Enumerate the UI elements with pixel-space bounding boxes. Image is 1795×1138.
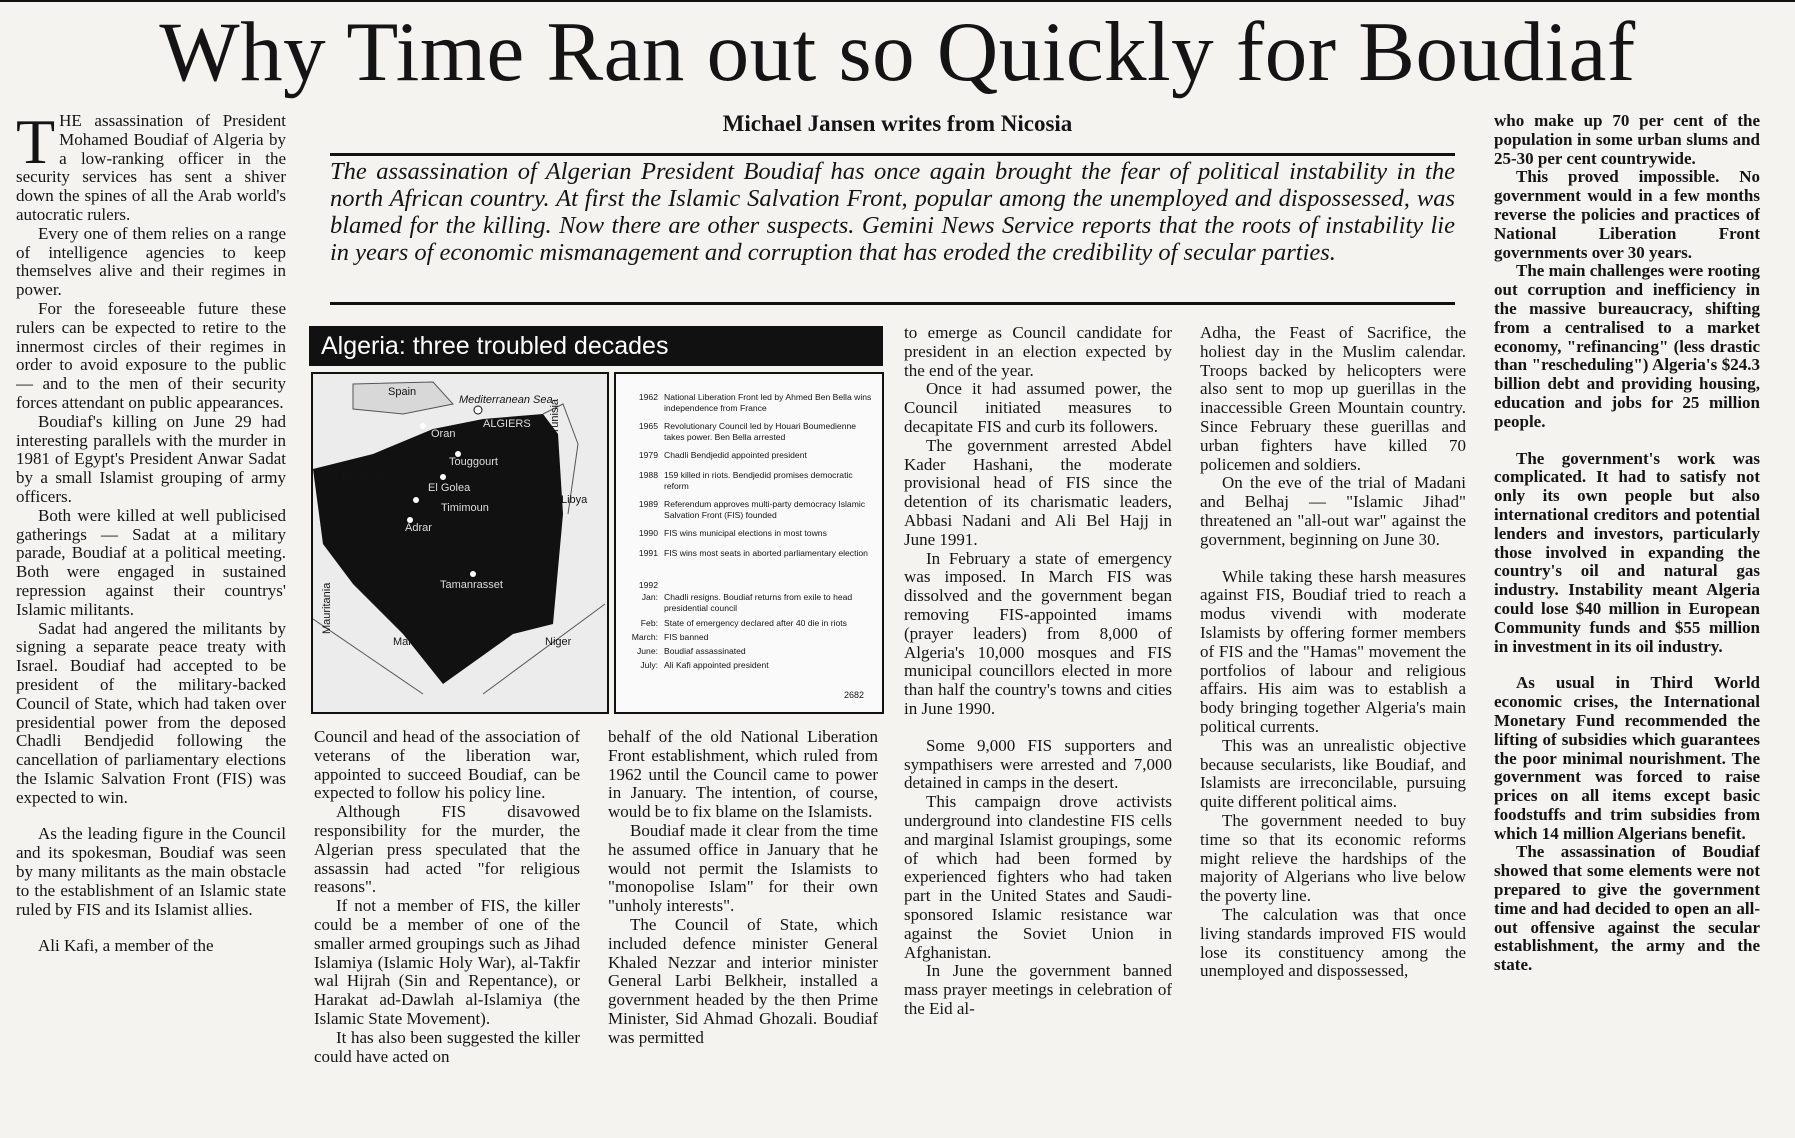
paragraph: who make up 70 per cent of the population in some urban slums and 25-30 per cent countrywide.: [1494, 112, 1760, 168]
label-tamanrasset: Tamanrasset: [440, 579, 503, 591]
label-mauritania: Mauritania: [321, 582, 333, 634]
paragraph: The main challenges were rooting out corruption and inefficiency in the massive bureaucracy, shifting from a centralised to a market economy, "refinancing" (less drastic than "rescheduling") Algeria's $24.3 billion debt and providing housing, education and jobs for 25 million people.: [1494, 261, 1760, 431]
paragraph: This campaign drove activists underground into clandestine FIS cells and marginal Islamist groupings, some of which had been formed by experienced fighters who had taken part in the United States and Saudi-sponsored Islamic resistance war against the Soviet Union in Afghanistan.: [904, 792, 1172, 962]
paragraph: behalf of the old National Liberation Front establishment, which ruled from 1962 until the Council came to power in January. The intention, of course, would be to fix blame on the Islamists.: [608, 728, 878, 822]
paragraph: Council and head of the association of veterans of the liberation war, appointed to succeed Boudiaf, can be expected to follow his policy line.: [314, 728, 580, 803]
paragraph: The government arrested Abdel Kader Hashani, the moderate provisional head of FIS since the detention of its charismatic leaders, Abbasi Nadani and Ali Bel Hajj in June 1991.: [904, 435, 1172, 549]
algeria-map: [311, 372, 609, 714]
paragraph: Ali Kafi, a member of the: [38, 936, 214, 956]
standfirst-bottom-rule: [330, 302, 1455, 305]
paragraph: While taking these harsh measures against FIS, Boudiaf tried to reach a modus vivendi with moderate Islamists by offering former members of FIS and the "Hamas" movement the portfolios of labour and religious affairs. His aim was to establish a body bringing together Algeria's main political currents.: [1200, 566, 1466, 736]
paragraph: Although FIS disavowed responsibility for the murder, the Algerian press speculated that the assassin had acted "for religious reasons".: [314, 802, 580, 897]
top-rule: [0, 0, 1795, 2]
paragraph: to emerge as Council candidate for president in an election expected by the end of the year.: [904, 324, 1172, 380]
byline: Michael Jansen writes from Nicosia: [722, 111, 1073, 136]
column-4: [904, 324, 1172, 1136]
column-1: [16, 112, 286, 1136]
label-spain: Spain: [388, 386, 417, 398]
paragraph: As usual in Third World economic crises, the International Monetary Fund recommended the lifting of subsidies which guarantees the poor minimal nourishment. The government was forced to raise prices on all items except basic foodstuffs and trim subsidies from which 14 million Algerians benefit.: [1494, 673, 1760, 843]
standfirst-top-rule: [330, 153, 1455, 156]
headline: Why Time Ran out so Quickly for Boudiaf: [159, 5, 1636, 99]
paragraph: For the foreseeable future these rulers can be expected to retire to the innermost circles of their regimes in order to avoid exposure to the public — and to the men of their security forces attendant on public appearances.: [16, 298, 286, 412]
column-3: [608, 728, 878, 1136]
label-elgolea: El Golea: [428, 482, 471, 494]
paragraph: The assassination of Boudiaf showed that some elements were not prepared to give the government time and had decided to open an all-out offensive against the secular establishment, the army and the state.: [1494, 842, 1760, 975]
paragraph: In June the government banned mass prayer meetings in celebration of the Eid al-: [904, 961, 1172, 1018]
label-mediterranean: Mediterranean Sea: [459, 394, 553, 406]
paragraph: If not a member of FIS, the killer could be a member of one of the smaller armed groupings such as Jihad Islamiya (Islamic Holy War), al-Takfir wal Hijrah (Sin and Repentance), or Harakat ad-Dawlah al-Islamiya (the Islamic State Movement).: [314, 896, 580, 1028]
label-adrar: Adrar: [405, 522, 432, 534]
paragraph: Once it had assumed power, the Council initiated measures to decapitate FIS and curb its followers.: [904, 379, 1172, 436]
label-mali: Mali: [393, 636, 414, 648]
paragraph: THE assassination of President Mohamed Boudiaf of Algeria by a low-ranking officer in the security services has sent a shiver down the spines of all the Arab world's autocratic rulers.: [16, 112, 286, 224]
label-libya: Libya: [561, 494, 588, 506]
paragraph: This was an unrealistic objective because secularists, like Boudiaf, and Islamists are irreconcilable, pursuing quite different political aims.: [1200, 735, 1466, 812]
paragraph: In February a state of emergency was imposed. In March FIS was dissolved and the government began removing FIS-appointed imams (prayer leaders) from 8,000 of Algeria's 10,000 mosques and FIS municipal councillors elected in more than half the country's towns and cities in June 1990.: [904, 548, 1172, 718]
label-touggourt: Touggourt: [449, 456, 498, 468]
paragraph: Sadat had angered the militants by signing a separate peace treaty with Israel. Boudiaf had accepted to be president of the military-backed Council of State, which had taken over presidential power from the deposed Chadli Bendjedid following the cancellation of parliamentary elections the Islamic Salvation Front (FIS) was expected to win.: [16, 618, 286, 807]
paragraph: The Council of State, which included defence minister General Khaled Nezzar and interior minister General Larbi Belkheir, installed a government headed by the then Prime Minister, Sid Ahmad Ghozali. Boudiaf was permitted: [608, 914, 878, 1047]
standfirst: The assassination of Algerian President Boudiaf has once again brought the fear of political instability in the north African country. At first the Islamic Salvation Front, popular among the unemployed and dispossessed, was blamed for the killing. Now there are other suspects. Gemini News Service reports that the roots of instability lie in years of economic mismanagement and corruption that has eroded the credibility of secular parties.: [330, 158, 1455, 266]
paragraph: Adha, the Feast of Sacrifice, the holiest day in the Muslim calendar. Troops backed by helicopters were also sent to mop up guerillas in the inaccessible Green Mountain country. Since February these guerillas and urban fighters have killed 70 policemen and soldiers.: [1200, 324, 1466, 474]
paragraph: The government's work was complicated. It had to satisfy not only its own people but also international creditors and potential lenders and investors, particularly those involved in expanding the country's oil and natural gas industry. Instability meant Algeria could lose $40 million in European Community funds and $55 million in investment in its oil industry.: [1494, 448, 1760, 656]
paragraph: Both were killed at well publicised gatherings — Sadat at a military parade, Boudiaf at a political meeting. Both were engaged in sustained repression against their countrys' Islamic militants.: [16, 505, 286, 619]
paragraph: As the leading figure in the Council and its spokesman, Boudiaf was seen by many militants as the main obstacle to the establishment of an Islamic state ruled by FIS and its Islamist allies.: [16, 824, 286, 919]
drop-cap: T: [16, 112, 56, 177]
paragraph: Some 9,000 FIS supporters and sympathisers were arrested and 7,000 detained in camps in the desert.: [904, 735, 1172, 793]
paragraph: Boudiaf made it clear from the time he assumed office in January that he would not permit the Islamists to "monopolise Islam" for their own "unholy interests".: [608, 820, 878, 916]
column-2: [314, 728, 580, 1136]
paragraph: The government needed to buy time so that its economic reforms might relieve the hardships of the majority of Algerians who live below the poverty line.: [1200, 810, 1466, 906]
label-niger: Niger: [545, 636, 572, 648]
column-5: [1200, 324, 1466, 1136]
map-drawing: [313, 374, 607, 712]
paragraph: Boudiaf's killing on June 29 had interesting parallels with the murder in 1981 of Egypt's President Anwar Sadat by a small Islamist grouping of army officers.: [16, 411, 286, 506]
paragraph: The calculation was that once living standards improved FIS would lose its constituency among the unemployed and dispossessed,: [1200, 904, 1466, 981]
label-timimoun: Timimoun: [441, 502, 489, 514]
paragraph: It has also been suggested the killer could have acted on: [314, 1027, 580, 1066]
paragraph: This proved impossible. No government would in a few months reverse the policies and practices of National Liberation Front governments over 30 years.: [1494, 167, 1760, 262]
label-algiers: ALGIERS: [483, 418, 531, 430]
timeline-panel: 1962 National Liberation Front led by Ahmed Ben Bella wins independence from France 1965 Revolutionary Council led by Houari Boumedienne takes power. Ben Bella arrested 1979 Chadli Bendjedid appointed president 1988 159 killed in riots. Bendjedid promises democratic reform 1989 Referendum approves multi-party democracy Islamic Salvation Front (FIS) founded 1990 FIS wins municipal elections in most towns 1991 FIS wins most seats in aborted parliamentary election 1992 Jan: Chadli resigns. Boudiaf returns from exile to head presidential council Feb: State of emergency declared after 40 die in riots March: FIS banned June: Boudiaf assassinated July: Ali Kafi appointed president 2682: [614, 372, 884, 714]
label-oran: Oran: [431, 428, 456, 440]
paragraph: Every one of them relies on a range of intelligence agencies to keep themselves alive and their regimes in power.: [16, 223, 286, 300]
graphic-code: 2682: [844, 690, 865, 700]
label-tunisia: Tunisia: [549, 398, 561, 434]
paragraph: On the eve of the trial of Madani and Belhaj — "Islamic Jihad" threatened an "all-out war" against the government, beginning on June 30.: [1200, 473, 1466, 549]
graphic-title: Algeria: three troubled decades: [309, 326, 883, 366]
column-6: [1494, 112, 1760, 1136]
label-morocco: Morocco: [341, 470, 384, 482]
